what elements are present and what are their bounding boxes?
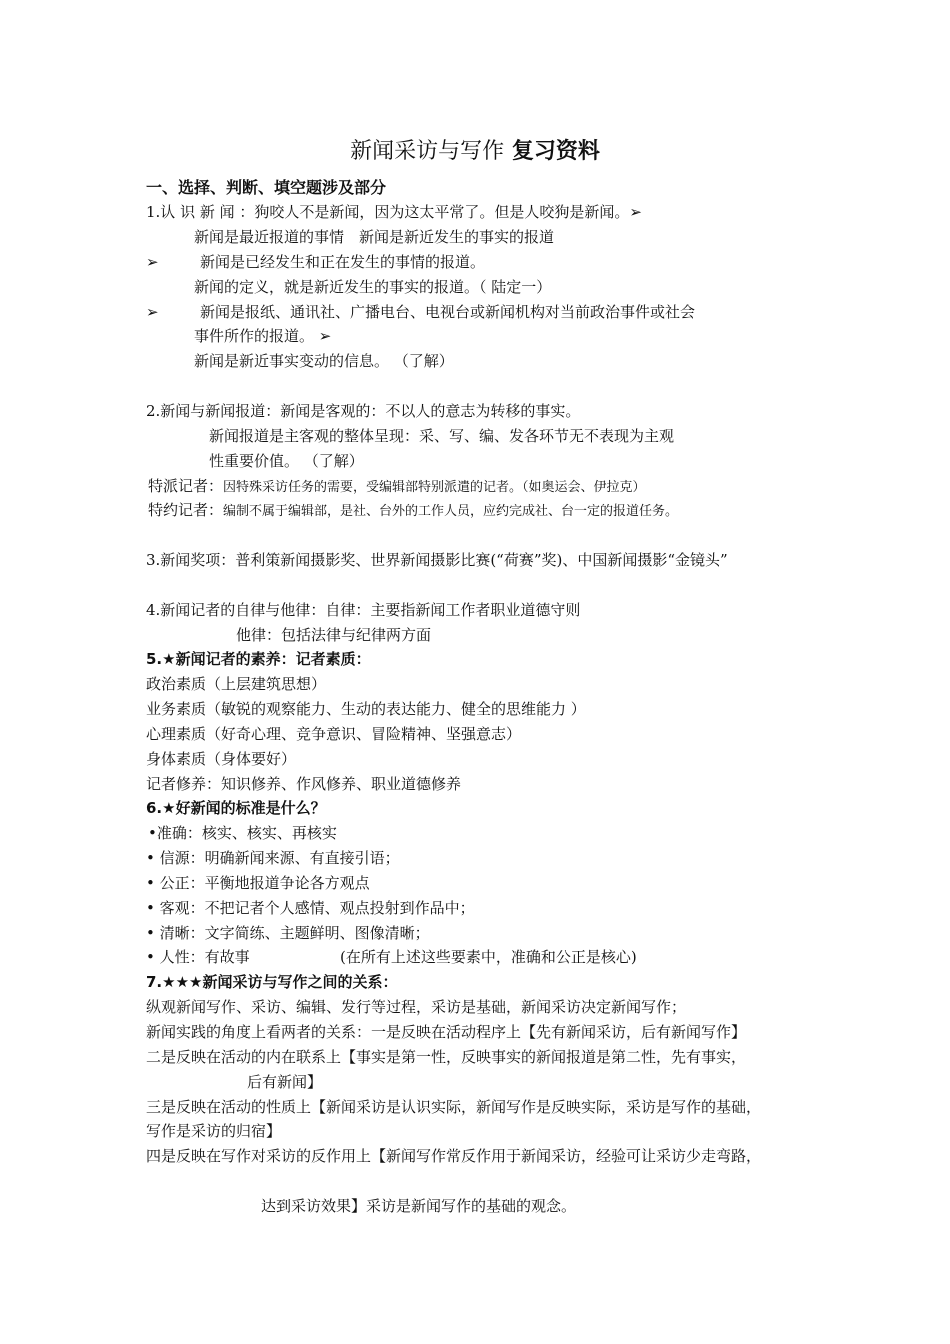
title-main: 新闻采访与写作 bbox=[350, 139, 505, 164]
term-definition: 因特殊采访任务的需要，受编辑部特别派遣的记者。（如奥运会、伊拉克） bbox=[223, 480, 646, 495]
text-line: 新闻是新近事实变动的信息。 （了解） bbox=[194, 352, 454, 370]
text-line: 身体素质（身体要好） bbox=[146, 750, 297, 768]
title-sub: 复习资料 bbox=[504, 139, 600, 164]
text-line: 业务素质（敏锐的观察能力、生动的表达能力、健全的思维能力 ） bbox=[146, 700, 586, 718]
bullet-arrow: ➢ bbox=[146, 253, 159, 271]
text-line: 四是反映在写作对采访的反作用上【新闻写作常反作用于新闻采访，经验可让采访少走弯路， bbox=[146, 1147, 762, 1165]
term-name: 特约记者： bbox=[148, 501, 224, 519]
list-item: • 人性：有故事 bbox=[146, 948, 250, 966]
section-heading: 5.★新闻记者的素养：记者素质： bbox=[146, 650, 371, 668]
text-line: 新闻是最近报道的事情 新闻是新近发生的事实的报道 bbox=[194, 228, 555, 246]
text-line: 2.新闻与新闻报道：新闻是客观的：不以人的意志为转移的事实。 bbox=[146, 402, 581, 420]
text-line: 达到采访效果】采访是新闻写作的基础的观念。 bbox=[261, 1197, 577, 1215]
text-line: 记者修养：知识修养、作风修养、职业道德修养 bbox=[146, 775, 462, 793]
page-title bbox=[0, 137, 950, 167]
text-line: 新闻是已经发生和正在发生的事情的报道。 bbox=[200, 253, 486, 271]
text-line: 性重要价值。 （了解） bbox=[209, 452, 364, 470]
text-line: 写作是采访的归宿】 bbox=[146, 1122, 282, 1140]
text-line bbox=[148, 476, 646, 498]
text-line bbox=[148, 500, 678, 522]
term-label bbox=[148, 477, 646, 495]
list-item: •准确：核实、核实、再核实 bbox=[148, 824, 337, 842]
text-line: 新闻的定义，就是新近发生的事实的报道。（ 陆定一） bbox=[194, 278, 552, 296]
list-item: • 清晰：文字简练、主题鲜明、图像清晰； bbox=[146, 924, 430, 942]
term-name: 特派记者： bbox=[148, 477, 224, 495]
term-definition: 编制不属于编辑部，是社、台外的工作人员，应约完成社、台一定的报道任务。 bbox=[223, 504, 679, 519]
section-heading: 6.★好新闻的标准是什么？ bbox=[146, 799, 326, 817]
list-item: • 公正：平衡地报道争论各方观点 bbox=[146, 874, 370, 892]
text-line: 纵观新闻写作、采访、编辑、发行等过程，采访是基础，新闻采访决定新闻写作； bbox=[146, 998, 687, 1016]
text-line: 新闻报道是主客观的整体呈现：采、写、编、发各环节无不表现为主观 bbox=[209, 427, 675, 445]
list-item: • 客观：不把记者个人感情、观点投射到作品中； bbox=[146, 899, 475, 917]
text-line: 新闻实践的角度上看两者的关系：一是反映在活动程序上【先有新闻采访，后有新闻写作】 bbox=[146, 1023, 747, 1041]
list-item: • 信源：明确新闻来源、有直接引语； bbox=[146, 849, 400, 867]
term-label bbox=[148, 501, 678, 519]
text-line: 事件所作的报道。 ➢ bbox=[194, 327, 332, 345]
text-line: 二是反映在活动的内在联系上【事实是第一性，反映事实的新闻报道是第二性，先有事实， bbox=[146, 1048, 747, 1066]
text-line: 心理素质（好奇心理、竞争意识、冒险精神、坚强意志） bbox=[146, 725, 522, 743]
text-line: 3.新闻奖项：普利策新闻摄影奖、世界新闻摄影比赛(“荷赛”奖)、中国新闻摄影“金镜头” bbox=[146, 551, 728, 569]
note-text: (在所有上述这些要素中，准确和公正是核心) bbox=[340, 948, 637, 966]
text-line: 新闻是报纸、通讯社、广播电台、电视台或新闻机构对当前政治事件或社会 bbox=[200, 303, 696, 321]
text-line: 他律：包括法律与纪律两方面 bbox=[236, 626, 432, 644]
text-line: 三是反映在活动的性质上【新闻采访是认识实际，新闻写作是反映实际，采访是写作的基础， bbox=[146, 1098, 762, 1116]
section-heading: 一、选择、判断、填空题涉及部分 bbox=[146, 178, 387, 197]
text-line: 政治素质（上层建筑思想） bbox=[146, 675, 327, 693]
text-line: 4.新闻记者的自律与他律：自律：主要指新闻工作者职业道德守则 bbox=[146, 601, 581, 619]
text-line: 1.认 识 新 闻 ：狗咬人不是新闻，因为这太平常了。但是人咬狗是新闻。➢ bbox=[146, 203, 642, 221]
bullet-arrow: ➢ bbox=[146, 303, 159, 321]
text-line: 后有新闻】 bbox=[247, 1073, 323, 1091]
section-heading: 7.★★★新闻采访与写作之间的关系： bbox=[146, 973, 398, 991]
